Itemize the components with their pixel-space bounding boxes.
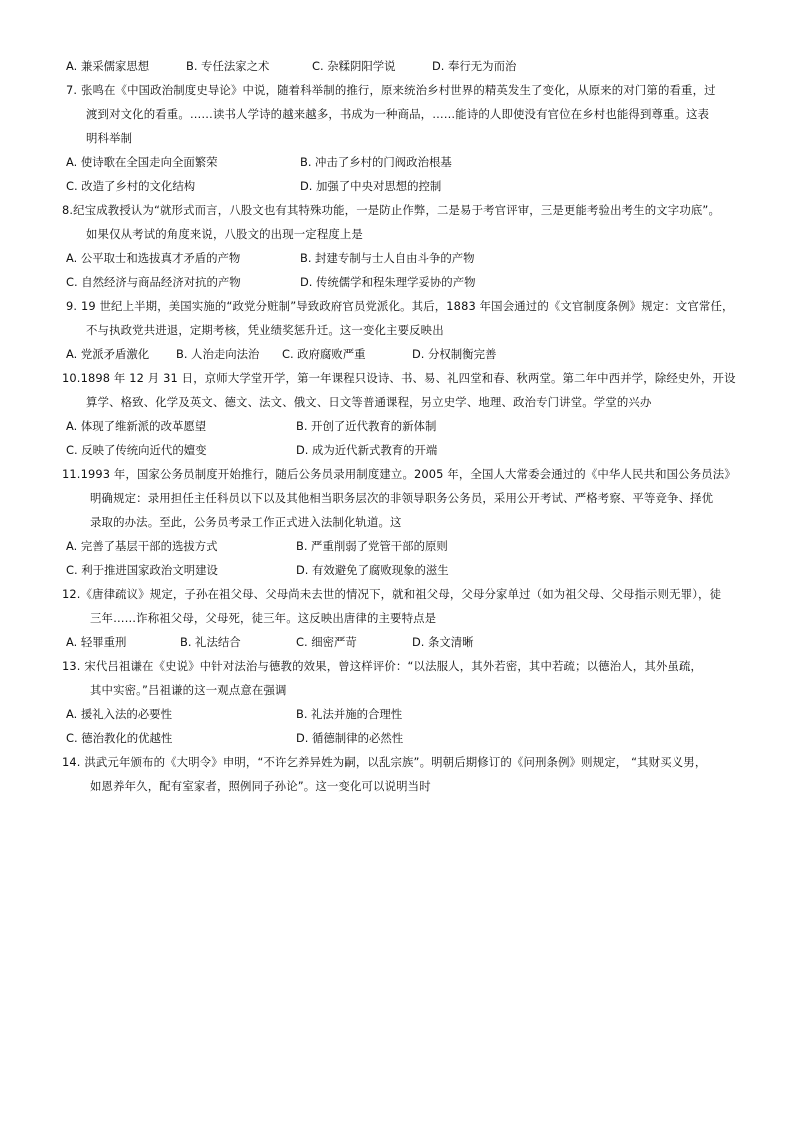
q12-option-a: A. 轻罪重刑 <box>66 635 127 649</box>
q10-option-b: B. 开创了近代教育的新体制 <box>296 419 437 433</box>
q13-option-d: D. 循德制律的必然性 <box>296 731 404 745</box>
q12-option-b: B. 礼法结合 <box>180 635 241 649</box>
q10-stem-line-1: 10.1898 年 12 月 31 日，京师大学堂开学，第一年课程只设诗、书、易、礼四堂和春、秋两堂。第二年中西并学，除经史外，开设 <box>62 371 736 385</box>
q9-stem-line-1: 9. 19 世纪上半期，美国实施的“政党分赃制”导致政府官员党派化。其后，1883 年国会通过的《文官制度条例》规定：文官常任， <box>66 299 734 313</box>
q13-option-a: A. 援礼入法的必要性 <box>66 707 172 721</box>
q6-option-b: B. 专任法家之术 <box>186 59 270 73</box>
q8-stem-line-1: 8.纪宝成教授认为“就形式而言，八股文也有其特殊功能，一是防止作弊，二是易于考官评审，三是更能考验出考生的文字功底”。 <box>62 203 721 217</box>
q12-stem-line-2: 三年……诈称祖父母，父母死，徒三年。这反映出唐律的主要特点是 <box>90 611 437 625</box>
q7-stem-line-3: 明科举制 <box>86 131 133 145</box>
q6-option-d: D. 奉行无为而治 <box>432 59 517 73</box>
q7-option-c: C. 改造了乡村的文化结构 <box>66 179 196 193</box>
q8-option-b: B. 封建专制与士人自由斗争的产物 <box>300 251 475 265</box>
q8-option-a: A. 公平取士和选拔真才矛盾的产物 <box>66 251 241 265</box>
q7-stem-line-1: 7. 张鸣在《中国政治制度史导论》中说，随着科举制的推行，原来统治乡村世界的精英发生了变化，从原来的对门第的看重，过 <box>66 83 716 97</box>
q7-option-a: A. 使诗歌在全国走向全面繁荣 <box>66 155 218 169</box>
q8-option-d: D. 传统儒学和程朱理学妥协的产物 <box>300 275 476 289</box>
q9-option-b: B. 人治走向法治 <box>176 347 260 361</box>
q13-stem-line-2: 其中实密。”吕祖谦的这一观点意在强调 <box>90 683 287 697</box>
q8-stem-line-2: 如果仅从考试的角度来说，八股文的出现一定程度上是 <box>86 227 363 241</box>
q10-option-c: C. 反映了传统向近代的嬗变 <box>66 443 207 457</box>
q13-option-c: C. 德治教化的优越性 <box>66 731 173 745</box>
q12-option-c: C. 细密严苛 <box>296 635 357 649</box>
q11-option-c: C. 利于推进国家政治文明建设 <box>66 563 218 577</box>
q13-option-b: B. 礼法并施的合理性 <box>296 707 403 721</box>
q12-stem-line-1: 12.《唐律疏议》规定，子孙在祖父母、父母尚未去世的情况下，就和祖父母，父母分家单过（如为祖父母、父母指示则无罪），徒 <box>62 587 722 601</box>
q7-stem-line-2: 渡到对文化的看重。……读书人学诗的越来越多，书成为一种商品，……能诗的人即使没有官位在乡村也能得到尊重。这表 <box>86 107 710 121</box>
q10-option-d: D. 成为近代新式教育的开端 <box>296 443 438 457</box>
q14-stem-line-1: 14. 洪武元年颁布的《大明令》申明，“不许乞养异姓为嗣，以乱宗族”。明朝后期修订的《问刑条例》则规定， “其财买义男， <box>62 755 707 769</box>
q9-option-a: A. 党派矛盾激化 <box>66 347 150 361</box>
q6-option-c: C. 杂糅阴阳学说 <box>312 59 396 73</box>
q11-stem-line-2: 明确规定：录用担任主任科员以下以及其他相当职务层次的非领导职务公务员，采用公开考试、严格考察、平等竞争、择优 <box>90 491 714 505</box>
q11-option-b: B. 严重削弱了党管干部的原则 <box>296 539 448 553</box>
q8-option-c: C. 自然经济与商品经济对抗的产物 <box>66 275 241 289</box>
q9-option-c: C. 政府腐败严重 <box>282 347 366 361</box>
q11-stem-line-3: 录取的办法。至此，公务员考录工作正式进入法制化轨道。这 <box>90 515 402 529</box>
q11-option-a: A. 完善了基层干部的选拔方式 <box>66 539 218 553</box>
q7-option-b: B. 冲击了乡村的门阀政治根基 <box>300 155 452 169</box>
q11-option-d: D. 有效避免了腐败现象的滋生 <box>296 563 449 577</box>
q12-option-d: D. 条文清晰 <box>412 635 474 649</box>
q9-stem-line-2: 不与执政党共进退，定期考核，凭业绩奖惩升迁。这一变化主要反映出 <box>86 323 444 337</box>
q13-stem-line-1: 13. 宋代吕祖谦在《史说》中针对法治与德教的效果，曾这样评价：“以法服人，其外若密，其中若疏；以德治人，其外虽疏， <box>62 659 703 673</box>
q6-option-a: A. 兼采儒家思想 <box>66 59 150 73</box>
q14-stem-line-2: 如恩养年久，配有室家者，照例同子孙论”。这一变化可以说明当时 <box>90 779 431 793</box>
q10-option-a: A. 体现了维新派的改革愿望 <box>66 419 207 433</box>
q7-option-d: D. 加强了中央对思想的控制 <box>300 179 442 193</box>
q9-option-d: D. 分权制衡完善 <box>412 347 497 361</box>
q11-stem-line-1: 11.1993 年，国家公务员制度开始推行，随后公务员录用制度建立。2005 年，全国人大常委会通过的《中华人民共和国公务员法》 <box>62 467 736 481</box>
q10-stem-line-2: 算学、格致、化学及英文、德文、法文、俄文、日文等普通课程，另立史学、地理、政治专门讲堂。学堂的兴办 <box>86 395 652 409</box>
